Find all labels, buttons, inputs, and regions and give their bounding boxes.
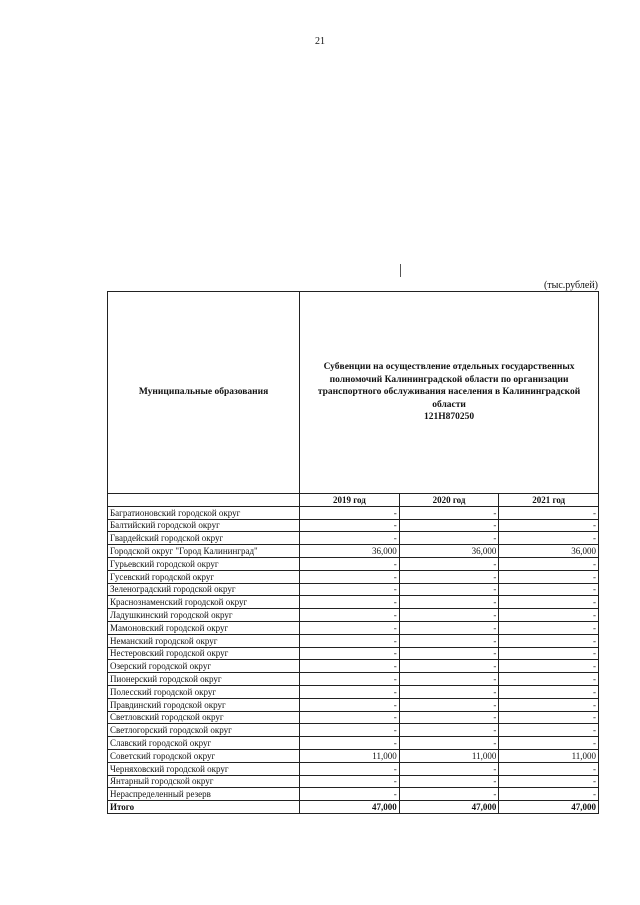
value-2020-cell: -: [399, 788, 499, 801]
units-label: (тыс.рублей): [543, 280, 598, 291]
value-2020-cell: -: [399, 724, 499, 737]
value-2019-cell: -: [300, 596, 400, 609]
value-2020-cell: 11,000: [399, 749, 499, 762]
value-2020-cell: 36,000: [399, 545, 499, 558]
value-2021-cell: -: [499, 634, 599, 647]
table-row: [108, 698, 599, 711]
value-2021-cell: -: [499, 724, 599, 737]
value-2019-cell: -: [300, 737, 400, 750]
municipality-cell: Зеленоградский городской округ: [108, 583, 300, 596]
value-2019-cell: -: [300, 634, 400, 647]
value-2021-cell: -: [499, 596, 599, 609]
value-2020-cell: -: [399, 519, 499, 532]
value-2019-cell: -: [300, 583, 400, 596]
year-2020-header: 2020 год: [399, 494, 499, 507]
value-2019-cell: -: [300, 506, 400, 519]
value-2021-cell: -: [499, 737, 599, 750]
municipality-cell: Пионерский городской округ: [108, 673, 300, 686]
value-2020-cell: -: [399, 532, 499, 545]
municipality-cell: Гурьевский городской округ: [108, 557, 300, 570]
value-2019-cell: 11,000: [300, 749, 400, 762]
value-2020-cell: -: [399, 634, 499, 647]
value-2019-cell: 36,000: [300, 545, 400, 558]
value-2021-cell: -: [499, 647, 599, 660]
value-2021-cell: -: [499, 775, 599, 788]
table-row: [108, 609, 599, 622]
municipality-cell: Светловский городской округ: [108, 711, 300, 724]
table-row: [108, 711, 599, 724]
year-header-spacer: [108, 494, 300, 507]
municipality-cell: Багратионовский городской округ: [108, 506, 300, 519]
municipality-cell: Нестеровский городской округ: [108, 647, 300, 660]
year-header-row: [108, 494, 599, 507]
value-2021-cell: -: [499, 532, 599, 545]
value-2019-cell: -: [300, 647, 400, 660]
value-2019-cell: -: [300, 775, 400, 788]
value-2021-cell: -: [499, 711, 599, 724]
value-2020-cell: -: [399, 660, 499, 673]
value-2021-cell: -: [499, 788, 599, 801]
value-2021-cell: -: [499, 570, 599, 583]
municipality-cell: Гусевский городской округ: [108, 570, 300, 583]
municipality-cell: Черняховский городской округ: [108, 762, 300, 775]
page-number: 21: [315, 36, 325, 47]
total-value-2020-cell: 47,000: [399, 801, 499, 814]
value-2020-cell: -: [399, 596, 499, 609]
table-row: [108, 762, 599, 775]
table-row: [108, 788, 599, 801]
value-2019-cell: -: [300, 570, 400, 583]
value-2019-cell: -: [300, 660, 400, 673]
table-row: [108, 660, 599, 673]
table-row: [108, 685, 599, 698]
total-value-2019-cell: 47,000: [300, 801, 400, 814]
municipality-cell: Мамоновский городской округ: [108, 621, 300, 634]
municipality-cell: Светлогорский городской округ: [108, 724, 300, 737]
value-2019-cell: -: [300, 532, 400, 545]
value-2021-cell: -: [499, 621, 599, 634]
value-2021-cell: -: [499, 557, 599, 570]
value-2019-cell: -: [300, 609, 400, 622]
municipality-cell: Правдинский городской округ: [108, 698, 300, 711]
value-2019-cell: -: [300, 621, 400, 634]
year-2019-header: 2019 год: [300, 494, 400, 507]
value-2020-cell: -: [399, 570, 499, 583]
value-2021-cell: -: [499, 506, 599, 519]
value-2020-cell: -: [399, 737, 499, 750]
value-2020-cell: -: [399, 609, 499, 622]
value-2020-cell: -: [399, 698, 499, 711]
municipality-cell: Гвардейский городской округ: [108, 532, 300, 545]
municipality-cell: Краснознаменский городской округ: [108, 596, 300, 609]
table-row: [108, 596, 599, 609]
table-row: [108, 519, 599, 532]
value-2021-cell: -: [499, 685, 599, 698]
value-2021-cell: -: [499, 673, 599, 686]
table-row: [108, 634, 599, 647]
total-row: [108, 801, 599, 814]
table-row: [108, 724, 599, 737]
value-2020-cell: -: [399, 775, 499, 788]
table-row: [108, 621, 599, 634]
municipality-cell: Нераспределенный резерв: [108, 788, 300, 801]
header-subvention-title: Субвенции на осуществление отдельных государственных полномочий Калининградской области по организации транспортного обслуживания населения в Калининградской области: [317, 362, 581, 410]
table-row: [108, 673, 599, 686]
value-2020-cell: -: [399, 621, 499, 634]
value-2021-cell: -: [499, 762, 599, 775]
municipality-cell: Янтарный городской округ: [108, 775, 300, 788]
municipality-cell: Городской округ "Город Калининград": [108, 545, 300, 558]
municipality-cell: Неманский городской округ: [108, 634, 300, 647]
header-municipalities: Муниципальные образования: [108, 292, 300, 494]
value-2019-cell: -: [300, 762, 400, 775]
table-row: [108, 647, 599, 660]
table-row: [108, 775, 599, 788]
value-2020-cell: -: [399, 583, 499, 596]
value-2021-cell: -: [499, 519, 599, 532]
value-2020-cell: -: [399, 711, 499, 724]
municipality-cell: Полесский городской округ: [108, 685, 300, 698]
table-row: [108, 532, 599, 545]
value-2019-cell: -: [300, 724, 400, 737]
table-row: [108, 583, 599, 596]
value-2020-cell: -: [399, 762, 499, 775]
value-2020-cell: -: [399, 506, 499, 519]
value-2019-cell: -: [300, 685, 400, 698]
value-2021-cell: 11,000: [499, 749, 599, 762]
value-2019-cell: -: [300, 711, 400, 724]
value-2019-cell: -: [300, 788, 400, 801]
total-municipality-cell: Итого: [108, 801, 300, 814]
table-row: [108, 570, 599, 583]
scan-mark: [400, 264, 401, 277]
municipality-cell: Славский городской округ: [108, 737, 300, 750]
municipality-cell: Балтийский городской округ: [108, 519, 300, 532]
value-2019-cell: -: [300, 519, 400, 532]
table-row: [108, 545, 599, 558]
value-2020-cell: -: [399, 557, 499, 570]
value-2020-cell: -: [399, 647, 499, 660]
municipality-cell: Озерский городской округ: [108, 660, 300, 673]
table-row: [108, 737, 599, 750]
table-row: [108, 506, 599, 519]
table-header-row: [108, 292, 599, 494]
value-2019-cell: -: [300, 698, 400, 711]
value-2021-cell: -: [499, 609, 599, 622]
value-2020-cell: -: [399, 673, 499, 686]
subvention-table: [107, 291, 599, 814]
municipality-cell: Советский городской округ: [108, 749, 300, 762]
value-2019-cell: -: [300, 673, 400, 686]
header-subvention: [300, 292, 599, 494]
year-2021-header: 2021 год: [499, 494, 599, 507]
municipality-cell: Ладушкинский городской округ: [108, 609, 300, 622]
value-2021-cell: -: [499, 583, 599, 596]
value-2021-cell: -: [499, 660, 599, 673]
table-row: [108, 749, 599, 762]
header-subvention-code: 121Н870250: [423, 412, 475, 423]
value-2019-cell: -: [300, 557, 400, 570]
total-value-2021-cell: 47,000: [499, 801, 599, 814]
table-row: [108, 557, 599, 570]
value-2020-cell: -: [399, 685, 499, 698]
value-2021-cell: -: [499, 698, 599, 711]
value-2021-cell: 36,000: [499, 545, 599, 558]
